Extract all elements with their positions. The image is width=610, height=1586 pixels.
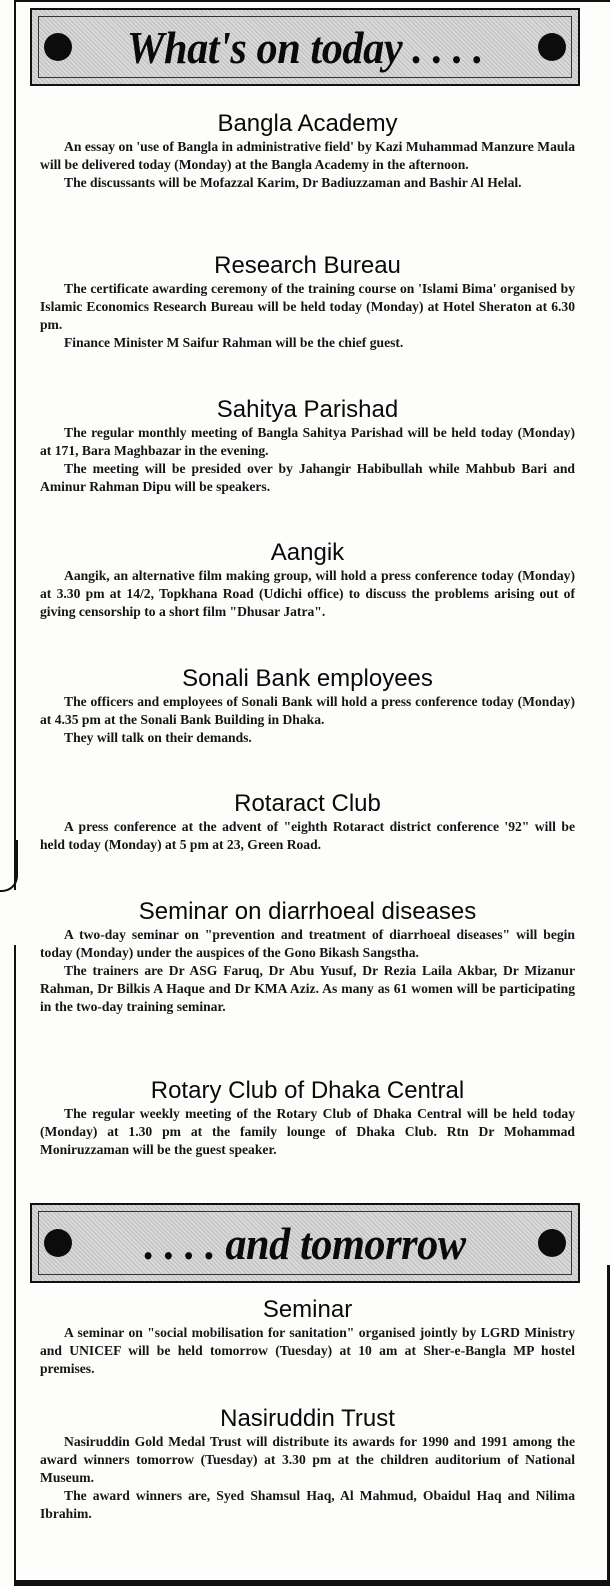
article-paragraph: Finance Minister M Saifur Rahman will be the chief guest. (64, 335, 404, 350)
article-sahitya-parishad (40, 396, 575, 496)
article-heading: Sahitya Parishad (216, 396, 399, 423)
article-heading: Nasiruddin Trust (220, 1405, 395, 1432)
article-paragraph: A seminar on "social mobilisation for sanitation" organised jointly by LGRD Ministry and UNICEF will be held tomorrow (Tuesday) at 10 am at Sher-e-Bangla MP hostel premises. (40, 1325, 575, 1376)
article-paragraph: A two-day seminar on "prevention and treatment of diarrhoeal diseases" will begin today (Monday) under the auspices of the Gono Bikash Sangstha. (40, 927, 575, 960)
article-heading: Rotaract Club (234, 790, 381, 817)
tomorrow-banner (30, 1203, 580, 1283)
article-paragraph: An essay on 'use of Bangla in administrative field' by Kazi Muhammad Manzure Maula will be delivered today (Monday) at the Bangla Academy in the afternoon. (40, 139, 575, 172)
article-paragraph: The regular monthly meeting of Bangla Sahitya Parishad will be held today (Monday) at 171, Bara Maghbazar in the evening. (40, 425, 575, 458)
article-sonali-bank (40, 665, 575, 747)
article-bangla-academy (40, 110, 575, 192)
article-paragraph: The meeting will be presided over by Jahangir Habibullah while Mahbub Bari and Aminur Rahman Dipu will be speakers. (40, 461, 575, 494)
article-paragraph: The regular weekly meeting of the Rotary Club of Dhaka Central will be held today (Monday) at 1.30 pm at the family lounge of Dhaka Club. Rtn Dr Mohammad Moniruzzaman will be the guest speaker. (40, 1106, 575, 1157)
article-heading: Seminar on diarrhoeal diseases (138, 898, 477, 925)
article-heading: Research Bureau (214, 252, 401, 279)
article-heading: Rotary Club of Dhaka Central (150, 1077, 465, 1104)
left-column-rule (14, 0, 16, 890)
left-column-rule-lower (14, 945, 16, 1586)
article-heading: Sonali Bank employees (182, 665, 433, 692)
article-paragraph: Nasiruddin Gold Medal Trust will distribute its awards for 1990 and 1991 among the award winners tomorrow (Tuesday) at 3.30 pm at the children auditorium of National Museum. (40, 1434, 575, 1485)
today-banner-title: What's on today . . . . (126, 21, 484, 73)
article-paragraph: Aangik, an alternative film making group, will hold a press conference today (Monday) at 3.30 pm at 14/2, Topkhana Road (Udichi office) to discuss the problems arising out of giving censorship to a short film "Dhusar Jatra". (40, 568, 575, 619)
article-heading: Bangla Academy (217, 110, 398, 137)
article-rotaract-club (40, 790, 575, 854)
article-paragraph: The certificate awarding ceremony of the training course on 'Islami Bima' organised by Islamic Economics Research Bureau will be held today (Monday) at Hotel Sheraton at 6.30 pm. (40, 281, 575, 332)
article-sanitation-seminar (40, 1296, 575, 1378)
tomorrow-banner-title: . . . . and tomorrow (144, 1217, 466, 1269)
article-paragraph: The discussants will be Mofazzal Karim, Dr Badiuzzaman and Bashir Al Helal. (64, 175, 522, 190)
bottom-rule (14, 1580, 610, 1586)
left-column-rule-curve (0, 840, 18, 892)
article-heading: Seminar (262, 1296, 353, 1323)
top-rule (14, 0, 610, 2)
article-diarrhoeal-seminar (40, 898, 575, 1016)
article-heading: Aangik (270, 539, 345, 566)
article-aangik (40, 539, 575, 621)
article-paragraph: A press conference at the advent of "eighth Rotaract district conference '92" will be held today (Monday) at 5 pm at 23, Green Road. (40, 819, 575, 852)
article-paragraph: They will talk on their demands. (64, 730, 252, 745)
article-research-bureau (40, 252, 575, 352)
article-nasiruddin-trust (40, 1405, 575, 1523)
article-paragraph: The officers and employees of Sonali Bank will hold a press conference today (Monday) at 4.35 pm at the Sonali Bank Building in Dhaka. (40, 694, 575, 727)
article-paragraph: The trainers are Dr ASG Faruq, Dr Abu Yusuf, Dr Rezia Laila Akbar, Dr Mizanur Rahman, Dr Bilkis A Haque and Dr KMA Aziz. As many as 61 women will be participating in the two-day training seminar. (40, 963, 575, 1014)
article-paragraph: The award winners are, Syed Shamsul Haq, Al Mahmud, Obaidul Haq and Nilima Ibrahim. (40, 1488, 575, 1521)
today-banner (30, 8, 580, 86)
article-rotary-club (40, 1077, 575, 1159)
